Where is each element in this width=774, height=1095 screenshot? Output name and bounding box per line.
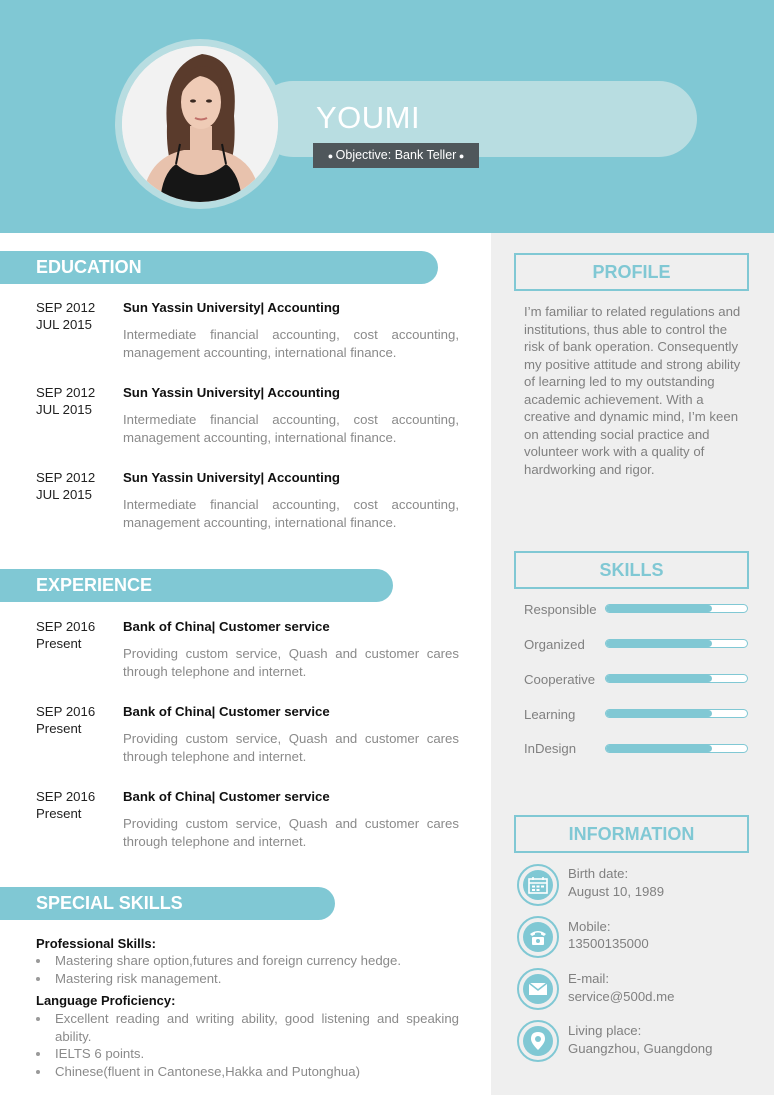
entry-start-date: SEP 2012 <box>36 470 96 485</box>
calendar-icon <box>517 864 559 906</box>
entry-date-range <box>36 469 95 503</box>
entry-date-range <box>36 703 95 737</box>
entry-title: Sun Yassin University| Accounting <box>123 470 340 485</box>
special-skills-heading: SPECIAL SKILLS <box>0 887 335 920</box>
location-pin-icon <box>517 1020 559 1062</box>
skill-bar-fill <box>606 675 712 682</box>
candidate-name: YOUMI <box>316 100 421 135</box>
birth-date-value: August 10, 1989 <box>568 884 665 899</box>
mobile-label: Mobile: <box>568 919 611 934</box>
skill-bar-fill <box>606 745 712 752</box>
experience-heading: EXPERIENCE <box>0 569 393 602</box>
entry-description: Intermediate financial accounting, cost accounting, management accounting, international finance. <box>123 497 459 530</box>
education-heading: EDUCATION <box>0 251 438 284</box>
list-item-text: Excellent reading and writing ability, good listening and speaking ability. <box>55 1011 459 1044</box>
entry-date-range <box>36 384 95 418</box>
skills-heading: SKILLS <box>514 551 749 589</box>
entry-start-date: SEP 2016 <box>36 704 96 719</box>
objective-badge: ● Objective: Bank Teller ● <box>313 143 479 168</box>
entry-title: Bank of China| Customer service <box>123 789 330 804</box>
entry-end-date: Present <box>36 721 82 736</box>
entry-description: Providing custom service, Quash and customer cares through telephone and internet. <box>123 646 459 679</box>
information-heading: INFORMATION <box>514 815 749 853</box>
list-item <box>36 1010 459 1045</box>
list-item <box>36 1063 459 1081</box>
email-value: service@500d.me <box>568 989 675 1004</box>
objective-text: Objective: Bank Teller <box>335 148 457 162</box>
skill-label: Cooperative <box>524 672 596 687</box>
entry-end-date: JUL 2015 <box>36 317 92 332</box>
entry-title: Bank of China| Customer service <box>123 619 330 634</box>
skill-label: InDesign <box>524 741 577 756</box>
skill-bar-fill <box>606 710 712 717</box>
language-proficiency-heading: Language Proficiency: <box>36 993 176 1008</box>
list-item <box>36 970 459 988</box>
skill-bar <box>605 744 748 753</box>
profile-heading: PROFILE <box>514 253 749 291</box>
entry-date-range <box>36 788 95 822</box>
entry-end-date: Present <box>36 806 82 821</box>
profile-text: I’m familiar to related regulations and institutions, thus able to control the risk of bank operation. Consequently my positive attitude and strong ability of learning led to my outstanding academic achievement. With a creative and dynamic mind, I’m keen on attending social practice and volunteer work with a quality of hardworking and rigor. <box>524 304 741 477</box>
skill-label: Learning <box>524 707 576 722</box>
entry-description: Providing custom service, Quash and customer cares through telephone and internet. <box>123 731 459 764</box>
list-item-text: Mastering risk management. <box>55 970 222 986</box>
bullet-icon <box>36 1017 40 1021</box>
professional-skills-heading: Professional Skills: <box>36 936 156 951</box>
skill-bar <box>605 604 748 613</box>
language-proficiency-list <box>36 1010 459 1080</box>
entry-description: Intermediate financial accounting, cost accounting, management accounting, international finance. <box>123 327 459 360</box>
mobile-value: 13500135000 <box>568 936 649 951</box>
entry-end-date: JUL 2015 <box>36 402 92 417</box>
entry-start-date: SEP 2016 <box>36 789 96 804</box>
profile-photo <box>122 46 278 202</box>
bullet-icon <box>36 977 40 981</box>
list-item-text: IELTS 6 points. <box>55 1046 145 1061</box>
entry-end-date: Present <box>36 636 82 651</box>
skill-bar <box>605 639 748 648</box>
skill-label: Organized <box>524 637 585 652</box>
entry-start-date: SEP 2016 <box>36 619 96 634</box>
entry-title: Bank of China| Customer service <box>123 704 330 719</box>
list-item-text: Mastering share option,futures and foreign currency hedge. <box>55 953 402 968</box>
bullet-icon <box>36 1052 40 1056</box>
birth-date-label: Birth date: <box>568 866 629 881</box>
entry-start-date: SEP 2012 <box>36 300 96 315</box>
entry-title: Sun Yassin University| Accounting <box>123 300 340 315</box>
bullet-icon <box>36 959 40 963</box>
mail-icon <box>517 968 559 1010</box>
phone-icon <box>517 916 559 958</box>
skill-label: Responsible <box>524 602 597 617</box>
list-item-text: Chinese(fluent in Cantonese,Hakka and Putonghua) <box>55 1063 360 1079</box>
entry-date-range <box>36 299 95 333</box>
living-place-value: Guangzhou, Guangdong <box>568 1041 713 1056</box>
email-label: E-mail: <box>568 971 610 986</box>
skill-bar-fill <box>606 640 712 647</box>
professional-skills-list <box>36 952 459 987</box>
skill-bar-fill <box>606 605 712 612</box>
entry-date-range <box>36 618 95 652</box>
living-place-label: Living place: <box>568 1023 642 1038</box>
entry-end-date: JUL 2015 <box>36 487 92 502</box>
skill-bar <box>605 709 748 718</box>
bullet-icon <box>36 1070 40 1074</box>
list-item <box>36 952 459 970</box>
list-item <box>36 1045 459 1063</box>
entry-description: Providing custom service, Quash and customer cares through telephone and internet. <box>123 816 459 849</box>
entry-title: Sun Yassin University| Accounting <box>123 385 340 400</box>
entry-description: Intermediate financial accounting, cost accounting, management accounting, international finance. <box>123 412 459 445</box>
entry-start-date: SEP 2012 <box>36 385 96 400</box>
skill-bar <box>605 674 748 683</box>
